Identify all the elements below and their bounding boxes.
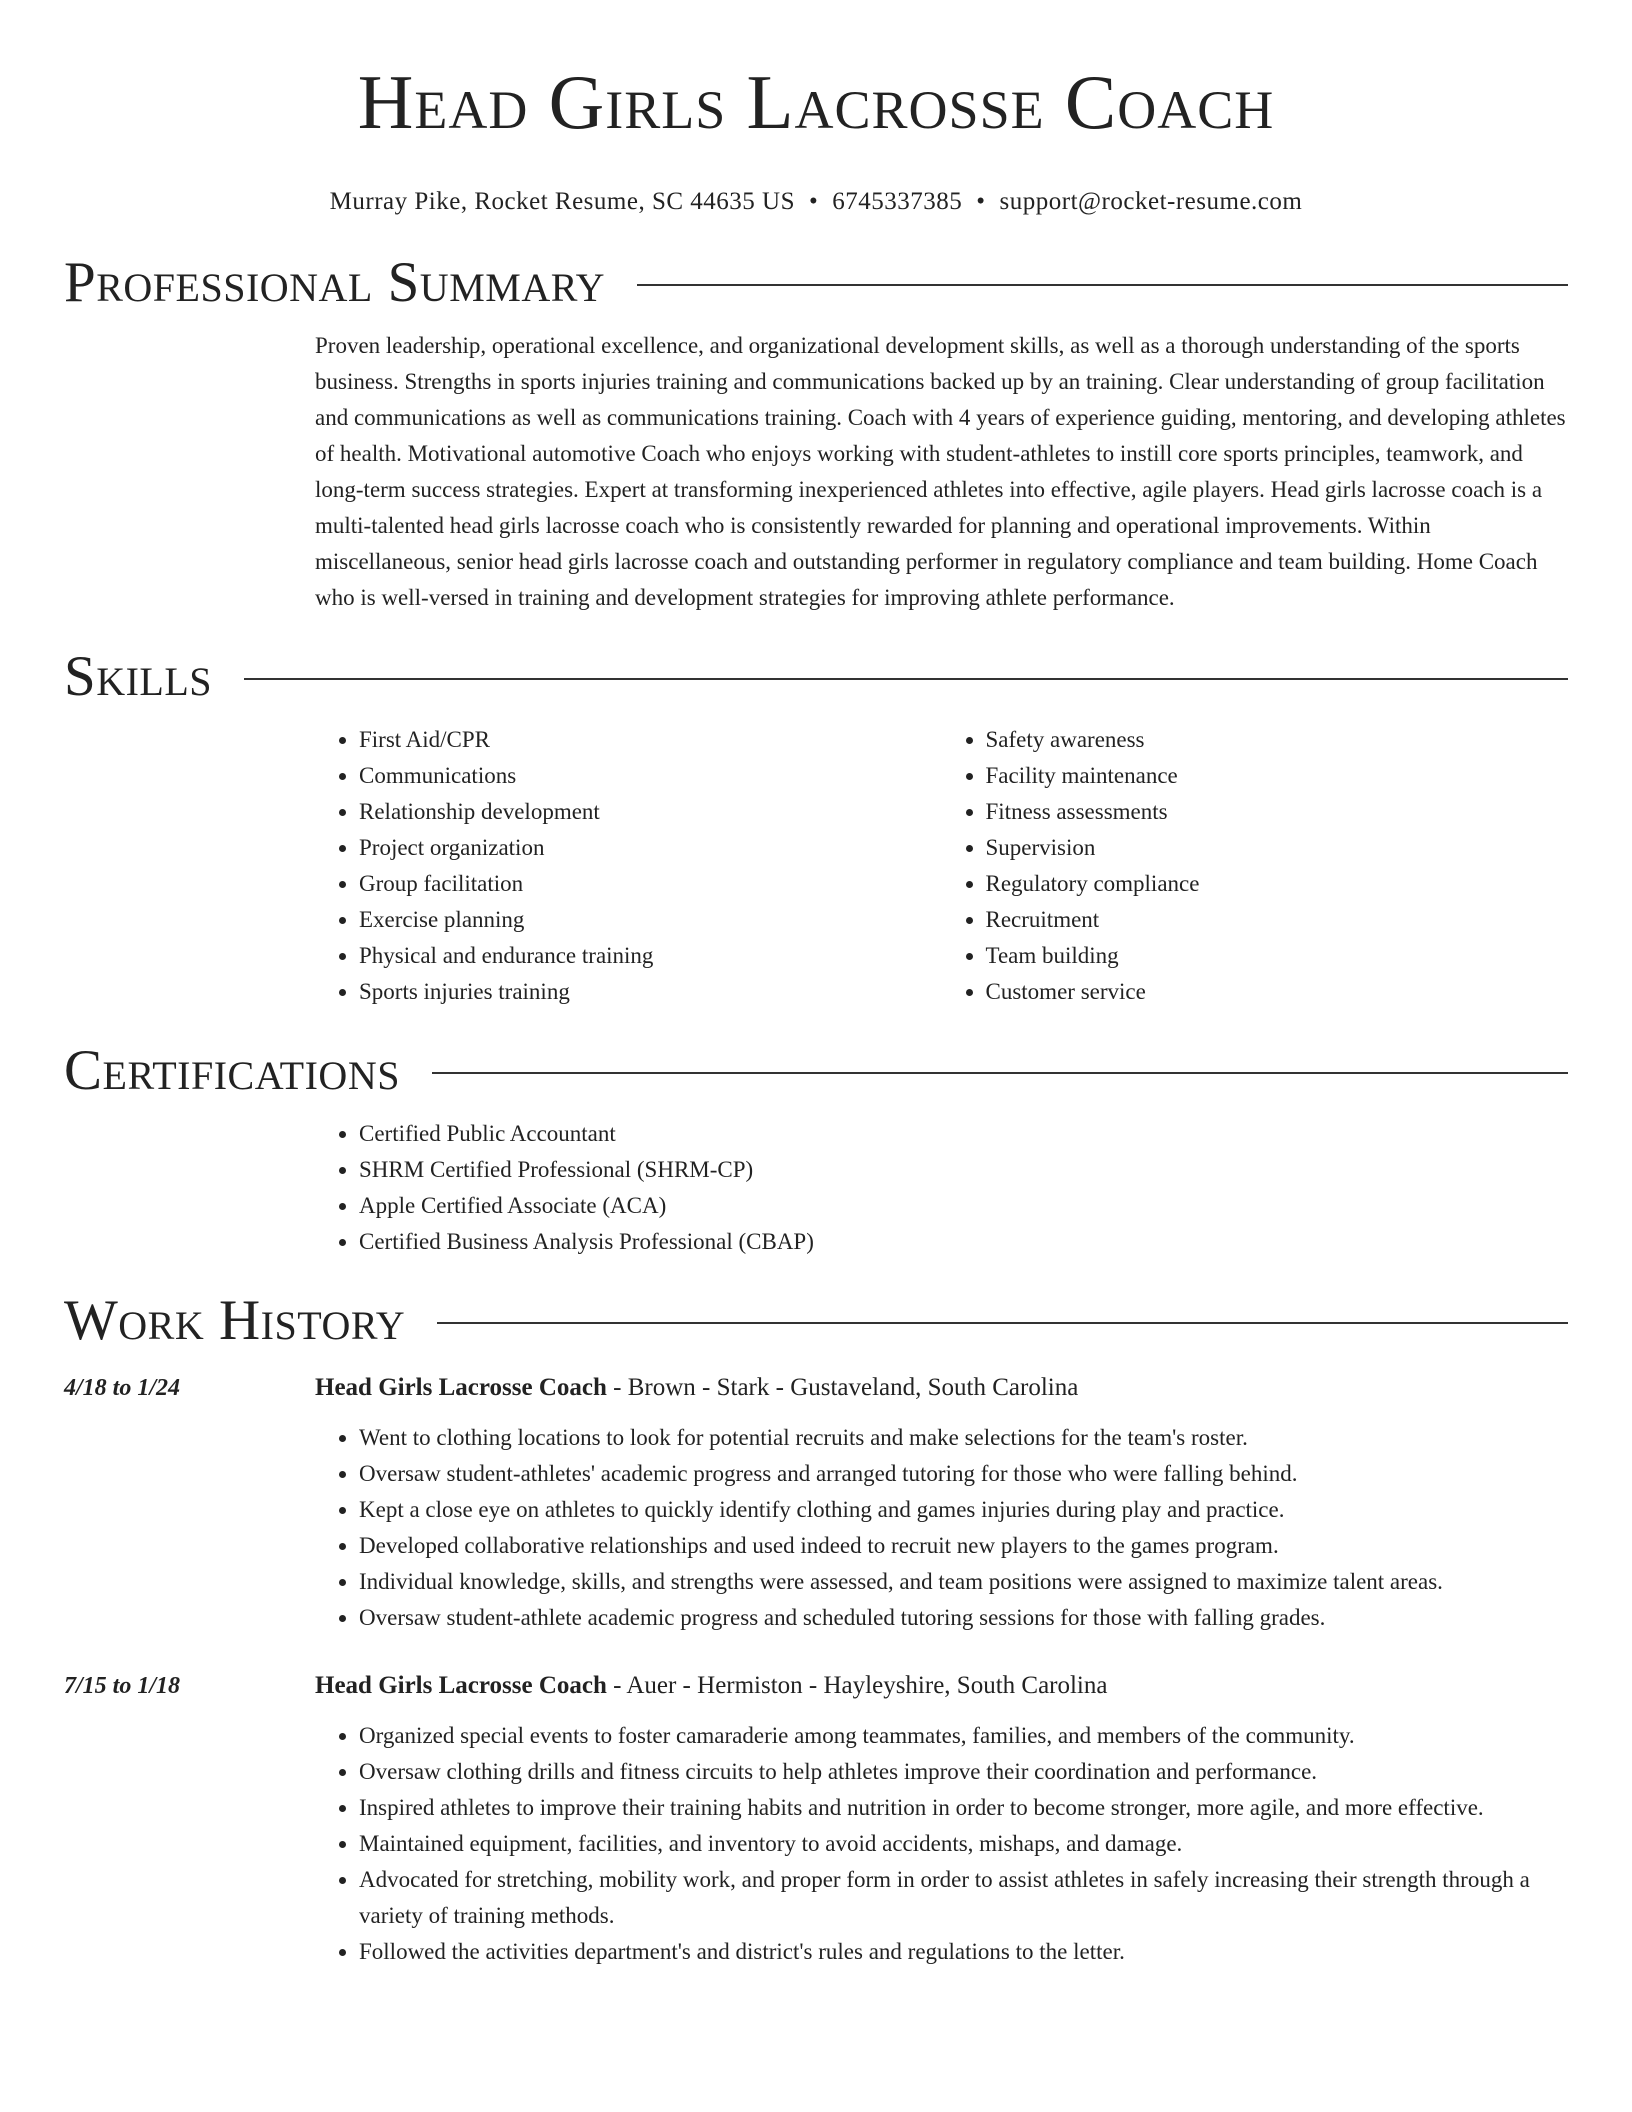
skills-section-header bbox=[64, 642, 1568, 712]
certification-item: • Certified Public Accountant bbox=[359, 1116, 1568, 1152]
skill-item: • Fitness assessments bbox=[986, 794, 1569, 830]
section-divider bbox=[432, 1072, 1568, 1074]
skills-list bbox=[315, 722, 1568, 1010]
skills-column-left bbox=[315, 722, 942, 1010]
summary-text: Proven leadership, operational excellence, and organizational development skills, as well as a thorough understanding of the sports business. Strengths in sports injuries training and communications backed up by an training. Clear understanding of group facilitation and communications as well as communications training. Coach with 4 years of experience guiding, mentoring, and developing athletes of health. Motivational automotive Coach who enjoys working with student-athletes to instill core sports principles, teamwork, and long-term success strategies. Expert at transforming inexperienced athletes into effective, agile players. Head girls lacrosse coach is a multi-talented head girls lacrosse coach who is consistently rewarded for planning and operational improvements. Within miscellaneous, senior head girls lacrosse coach and outstanding performer in regulatory compliance and team building. Home Coach who is well-versed in training and development strategies for improving athlete performance. bbox=[315, 333, 1566, 610]
job-dates: 4/18 to 1/24 bbox=[64, 1375, 181, 1401]
job-title: Head Girls Lacrosse Coach bbox=[315, 1672, 607, 1699]
job-bullet: • Oversaw student-athlete academic progress and scheduled tutoring sessions for those with falling grades. bbox=[359, 1600, 1568, 1636]
summary-section-header bbox=[64, 248, 1568, 318]
job-bullet: • Followed the activities department's and district's rules and regulations to the letter. bbox=[359, 1934, 1568, 1970]
certification-item: • Certified Business Analysis Professional (CBAP) bbox=[359, 1224, 1568, 1260]
summary-heading: Professional Summary bbox=[64, 251, 606, 314]
work-section-header bbox=[64, 1286, 1568, 1356]
certification-item: • SHRM Certified Professional (SHRM-CP) bbox=[359, 1152, 1568, 1188]
skill-item: • First Aid/CPR bbox=[359, 722, 942, 758]
job-bullet: • Maintained equipment, facilities, and inventory to avoid accidents, mishaps, and damage. bbox=[359, 1826, 1568, 1862]
job-bullet: • Inspired athletes to improve their training habits and nutrition in order to become stronger, more agile, and more effective. bbox=[359, 1790, 1568, 1826]
skill-item: • Customer service bbox=[986, 974, 1569, 1010]
section-divider bbox=[437, 1322, 1568, 1324]
section-divider bbox=[637, 284, 1568, 286]
job-bullet: • Went to clothing locations to look for potential recruits and make selections for the team's roster. bbox=[359, 1420, 1568, 1456]
contact-separator: • bbox=[809, 188, 819, 215]
skill-item: • Safety awareness bbox=[986, 722, 1569, 758]
job-title-line bbox=[315, 1370, 1568, 1406]
skill-item: • Project organization bbox=[359, 830, 942, 866]
certifications-list bbox=[315, 1116, 1568, 1260]
job-bullet: • Oversaw clothing drills and fitness circuits to help athletes improve their coordination and performance. bbox=[359, 1754, 1568, 1790]
job-bullet: • Developed collaborative relationships and used indeed to recruit new players to the games program. bbox=[359, 1528, 1568, 1564]
skills-column-right bbox=[942, 722, 1569, 1010]
section-divider bbox=[244, 678, 1568, 680]
skill-item: • Sports injuries training bbox=[359, 974, 942, 1010]
contact-email: support@rocket-resume.com bbox=[999, 188, 1303, 215]
job-company: - Brown - Stark - Gustaveland, South Carolina bbox=[606, 1374, 1079, 1401]
job-bullet: • Organized special events to foster camaraderie among teammates, families, and members of the community. bbox=[359, 1718, 1568, 1754]
job-company: - Auer - Hermiston - Hayleyshire, South Carolina bbox=[606, 1672, 1108, 1699]
skill-item: • Team building bbox=[986, 938, 1569, 974]
skill-item: • Supervision bbox=[986, 830, 1569, 866]
certifications-heading: Certifications bbox=[64, 1039, 400, 1102]
job-title: Head Girls Lacrosse Coach bbox=[315, 1374, 607, 1401]
skill-item: • Physical and endurance training bbox=[359, 938, 942, 974]
contact-phone: 6745337385 bbox=[832, 188, 963, 215]
certification-item: • Apple Certified Associate (ACA) bbox=[359, 1188, 1568, 1224]
job-entry bbox=[64, 1668, 1568, 1970]
job-bullet: • Advocated for stretching, mobility work, and proper form in order to assist athletes in safely increasing their strength through a variety of training methods. bbox=[359, 1862, 1568, 1934]
skill-item: • Relationship development bbox=[359, 794, 942, 830]
skill-item: • Facility maintenance bbox=[986, 758, 1569, 794]
certifications-section-header bbox=[64, 1036, 1568, 1106]
contact-separator: • bbox=[976, 188, 986, 215]
job-bullets bbox=[315, 1718, 1568, 1970]
job-entry bbox=[64, 1370, 1568, 1636]
job-bullets bbox=[315, 1420, 1568, 1636]
job-title-line bbox=[315, 1668, 1568, 1704]
work-heading: Work History bbox=[64, 1289, 406, 1352]
resume-title: Head Girls Lacrosse Coach bbox=[357, 59, 1275, 145]
contact-address: Murray Pike, Rocket Resume, SC 44635 US bbox=[329, 188, 795, 215]
skill-item: • Exercise planning bbox=[359, 902, 942, 938]
job-dates: 7/15 to 1/18 bbox=[64, 1673, 181, 1699]
job-bullet: • Individual knowledge, skills, and strengths were assessed, and team positions were assigned to maximize talent areas. bbox=[359, 1564, 1568, 1600]
job-bullet: • Oversaw student-athletes' academic progress and arranged tutoring for those who were falling behind. bbox=[359, 1456, 1568, 1492]
skill-item: • Group facilitation bbox=[359, 866, 942, 902]
skills-heading: Skills bbox=[64, 645, 213, 708]
skill-item: • Regulatory compliance bbox=[986, 866, 1569, 902]
job-bullet: • Kept a close eye on athletes to quickly identify clothing and games injuries during play and practice. bbox=[359, 1492, 1568, 1528]
skill-item: • Communications bbox=[359, 758, 942, 794]
contact-line bbox=[64, 186, 1568, 218]
skill-item: • Recruitment bbox=[986, 902, 1569, 938]
